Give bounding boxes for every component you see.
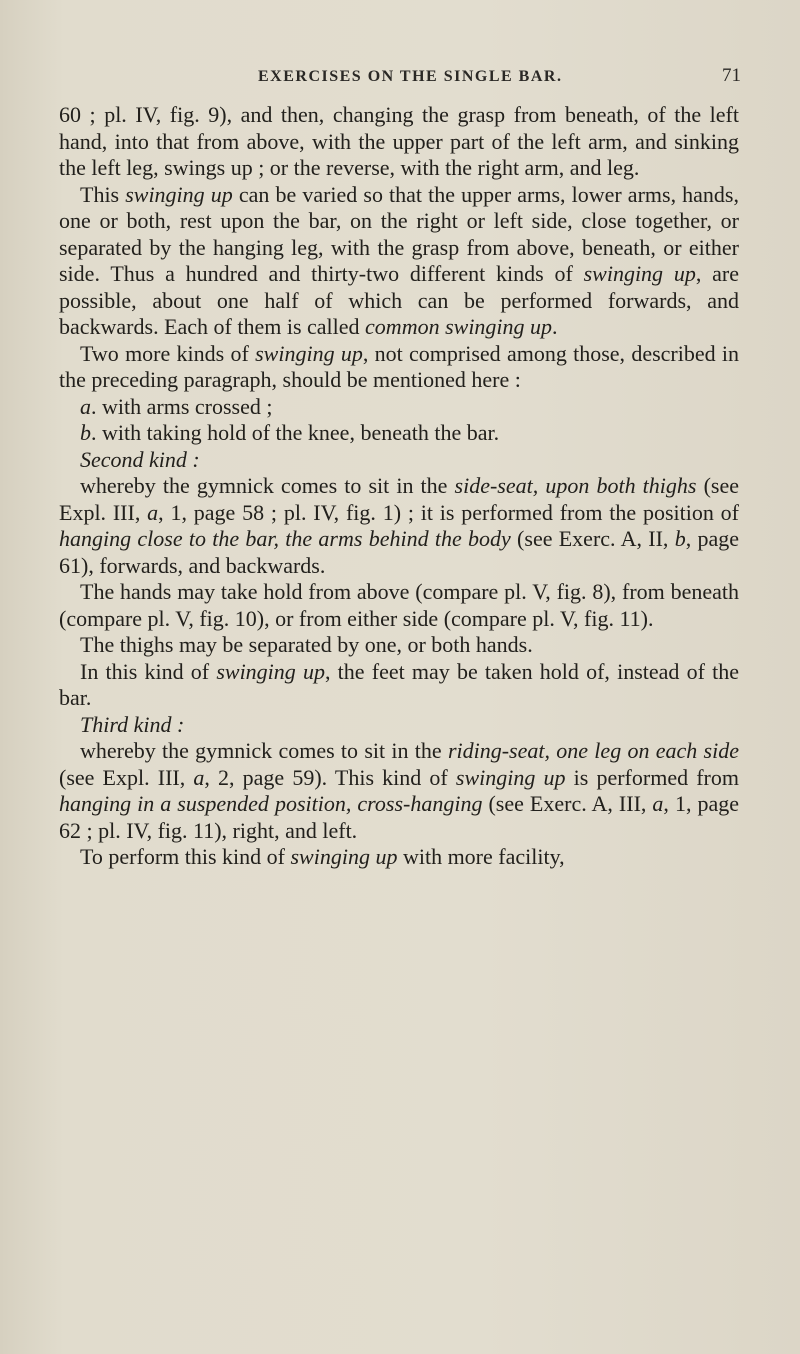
paragraph: In this kind of swinging up, the feet may be taken hold of, instead of the bar.: [59, 658, 739, 710]
page-header: [0, 65, 800, 92]
list-item: a. with arms crossed ;: [80, 393, 273, 419]
paragraph: whereby the gymnick comes to sit in the side-seat, upon both thighs (see Expl. III, a, 1, page 58 ; pl. IV, fig. 1) ; it is performed from the position of hanging close to the bar, the arms behind the body (see Exerc. A, II, b, page 61), forwards, and backwards.: [59, 473, 739, 578]
paragraph: This swinging up can be varied so that the upper arms, lower arms, hands, one or both, rest upon the bar, on the right or left side, close together, or separated by the hanging leg, with the grasp from above, beneath, or either side. Thus a hundred and thirty-two different kinds of swinging up, are possible, about one half of which can be performed forwards, and backwards. Each of them is called common swinging up.: [59, 181, 739, 339]
paragraph: 60 ; pl. IV, fig. 9), and then, changing the grasp from beneath, of the left hand, into that from above, with the upper part of the left arm, and sinking the left leg, swings up ; or the reverse, with the right arm, and leg.: [59, 102, 739, 180]
page-number: 71: [722, 65, 741, 86]
paragraph: To perform this kind of swinging up with more facility,: [80, 844, 565, 869]
list-item: b. with taking hold of the knee, beneath the bar.: [80, 420, 500, 445]
body-text: [59, 102, 739, 871]
section-heading: Third kind :: [80, 711, 185, 737]
paragraph: The hands may take hold from above (compare pl. V, fig. 8), from beneath (compare pl. V, fig. 10), or from either side (compare pl. V, fig. 11).: [59, 579, 739, 631]
running-head: EXERCISES ON THE SINGLE BAR.: [258, 68, 563, 85]
section-heading: Second kind :: [80, 446, 200, 472]
paragraph: whereby the gymnick comes to sit in the riding-seat, one leg on each side (see Expl. III, a, 2, page 59). This kind of swinging up is performed from hanging in a suspended position, cross-hanging (see Exerc. A, III, a, 1, page 62 ; pl. IV, fig. 11), right, and left.: [59, 738, 739, 843]
paragraph: The thighs may be separated by one, or both hands.: [80, 632, 533, 657]
paragraph: Two more kinds of swinging up, not comprised among those, described in the preceding paragraph, should be mentioned here :: [59, 340, 739, 392]
